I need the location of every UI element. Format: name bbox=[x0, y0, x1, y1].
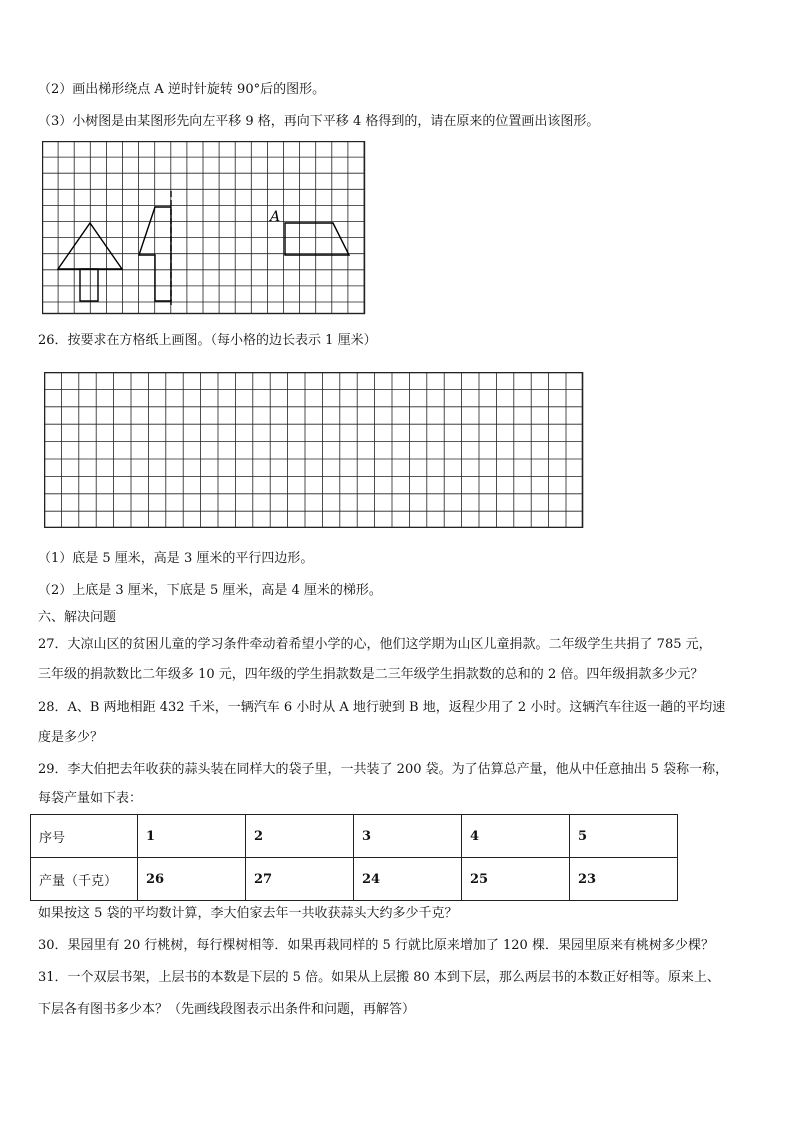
table-cell-id: 3 bbox=[354, 815, 462, 858]
table-row-label: 产量（千克） bbox=[31, 858, 138, 901]
q29-line1: 29．李大伯把去年收获的蒜头装在同样大的袋子里，一共装了 200 袋。为了估算总产量，他从中任意抽出 5 袋称一称， bbox=[38, 762, 729, 777]
q27-line2: 三年级的捐款数比二年级多 10 元，四年级的学生捐款数是二三年级学生捐款数的总和的 2 倍。四年级捐款多少元？ bbox=[38, 667, 704, 682]
trapezoid bbox=[285, 223, 349, 255]
q30-line1: 30．果园里有 20 行桃树，每行棵树相等．如果再栽同样的 5 行就比原来增加了 120 棵．果园里原来有桃树多少棵？ bbox=[38, 938, 714, 953]
q28-line1: 28．A、B 两地相距 432 千米，一辆汽车 6 小时从 A 地行驶到 B 地，返程少用了 2 小时。这辆汽车往返一趟的平均速 bbox=[38, 700, 726, 715]
q27-line1: 27．大凉山区的贫困儿童的学习条件牵动着希望小学的心，他们这学期为山区儿童捐款。二年级学生共捐了 785 元， bbox=[38, 637, 712, 652]
q26-part2: （2）上底是 3 厘米，下底是 5 厘米，高是 4 厘米的梯形。 bbox=[38, 583, 382, 598]
table-cell-id: 1 bbox=[138, 815, 246, 858]
table-header-label: 序号 bbox=[31, 815, 138, 858]
grid-paper-26 bbox=[44, 372, 584, 528]
yield-table bbox=[30, 814, 678, 901]
table-cell-yield: 27 bbox=[246, 858, 354, 901]
section-6-heading: 六、解决问题 bbox=[38, 610, 117, 625]
table-cell-yield: 23 bbox=[570, 858, 678, 901]
table-cell-yield: 25 bbox=[462, 858, 570, 901]
q25-part2: （2）画出梯形绕点 A 逆时针旋转 90°后的图形。 bbox=[38, 82, 326, 97]
table-cell-id: 2 bbox=[246, 815, 354, 858]
table-row bbox=[31, 815, 678, 858]
q31-line2: 下层各有图书多少本？（先画线段图表示出条件和问题，再解答） bbox=[38, 1002, 416, 1017]
q29-line2: 每袋产量如下表： bbox=[38, 791, 143, 806]
point-a-label: A bbox=[270, 209, 281, 225]
table-row bbox=[31, 858, 678, 901]
q26-part1: （1）底是 5 厘米，高是 3 厘米的平行四边形。 bbox=[38, 551, 314, 566]
table-cell-id: 4 bbox=[462, 815, 570, 858]
table-cell-yield: 26 bbox=[138, 858, 246, 901]
table-cell-yield: 24 bbox=[354, 858, 462, 901]
q26-prompt: 26．按要求在方格纸上画图。（每小格的边长表示 1 厘米） bbox=[38, 333, 377, 348]
q31-line1: 31．一个双层书架，上层书的本数是下层的 5 倍。如果从上层搬 80 本到下层，那么两层书的本数正好相等。原来上、 bbox=[38, 970, 720, 985]
q25-part3: （3）小树图是由某图形先向左平移 9 格，再向下平移 4 格得到的，请在原来的位置画出该图形。 bbox=[38, 114, 600, 129]
tree-trunk bbox=[80, 269, 98, 301]
table-cell-id: 5 bbox=[570, 815, 678, 858]
q28-line2: 度是多少？ bbox=[38, 730, 104, 745]
grid-figure-25 bbox=[42, 141, 366, 315]
q29-question: 如果按这 5 袋的平均数计算，李大伯家去年一共收获蒜头大约多少千克？ bbox=[38, 906, 458, 921]
